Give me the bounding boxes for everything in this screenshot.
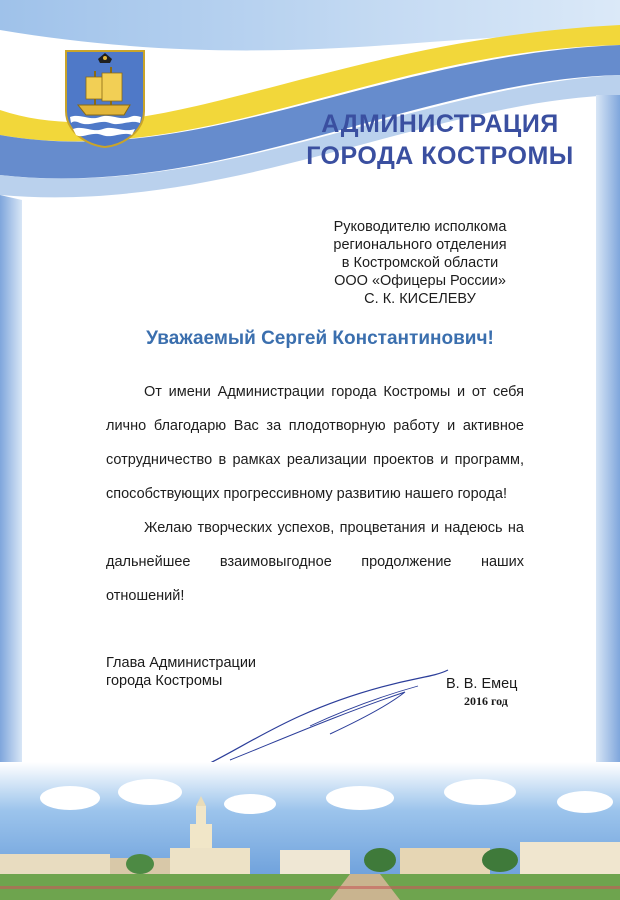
organization-title [290,108,590,172]
organization-title-line1: АДМИНИСТРАЦИЯ [321,110,559,138]
addressee-line: ООО «Офицеры России» [334,273,506,289]
signatory-name: В. В. Емец [446,676,518,692]
addressee-line: регионального отделения [333,237,507,253]
body-paragraph: От имени Администрации города Костромы и от себя лично благодарю Вас за плодотворную работу и активное сотрудничество в рамках реализации проектов и программ, способствующих прогрессивному развитию нашего города! [106,384,524,502]
signatory-title-line2: города Костромы [106,673,223,689]
addressee-name: С. К. КИСЕЛЕВУ [364,291,476,307]
handwritten-signature [190,664,450,774]
organization-title-line2: ГОРОДА КОСТРОМЫ [306,142,574,170]
letter-body [106,375,524,613]
greeting: Уважаемый Сергей Константинович! [146,328,494,349]
addressee-line: Руководителю исполкома [333,219,507,235]
addressee-block [300,218,540,308]
kostroma-coat-of-arms-icon [64,49,146,149]
letter-year: 2016 год [464,694,508,708]
addressee-line: в Костромской области [341,255,499,271]
body-paragraph: Желаю творческих успехов, процветания и надеюсь на дальнейшее взаимовыгодное продолжение наших отношений! [106,520,524,604]
city-panorama-image [0,762,620,900]
signatory-title-line1: Глава Администрации [106,655,257,671]
